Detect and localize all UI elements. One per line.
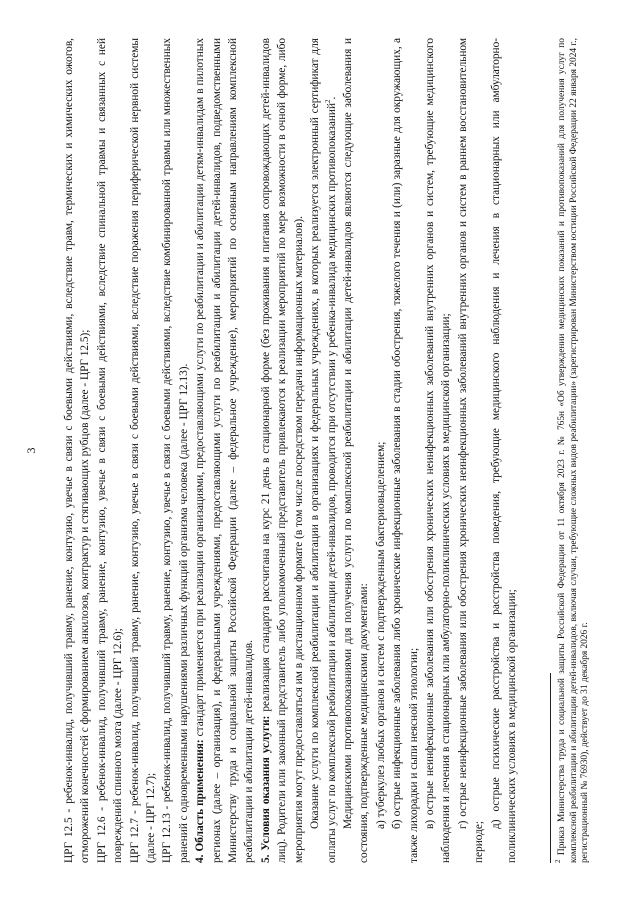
paragraph-contraindications-intro: Медицинскими противопоказаниями для получения услуги по комплексной реабилитации и абилитации детей-инвалидов являются следующие заболевания и состояния, подтвержденные медицинскими документами: xyxy=(341,38,371,863)
section-5-text: реализация стандарта рассчитана на курс 21 день в стационарной форме (без проживания и питания сопровождающих детей-инвалидов лиц). Родители или законный представитель либо уполномоченный представитель привлекаются к реализации мероприятий по мере возможности в очной форме, либо мероприятия могут предоставляться им в дистанционном формате (в том числе посредством передачи информационных материалов). xyxy=(259,38,305,863)
section-4-application-scope xyxy=(192,38,258,863)
contraindication-item-d: д) острые психические расстройства и расстройства поведения, требующие медицинского наблюдения и лечения в стационарных или амбулаторно-поликлинических условиях в медицинской организации; xyxy=(489,38,518,863)
section-5-service-conditions xyxy=(258,38,307,863)
footnote-reference[interactable]: 2 xyxy=(323,99,332,103)
paragraph-crg-12-7: ЦРГ 12.7 - ребенок-инвалид, получивший травму, ранение, контузию, увечье в связи с боевыми действиями, вследствие поражения периферической нервной системы (далее - ЦРГ 12.7); xyxy=(128,38,158,863)
service-provision-text: Оказание услуги по комплексной реабилитации и абилитации в организациях и федеральных учреждениях, в которых реализуется электронный сертификат для оплаты услуг по комплексной реабилитации и абилитации детей-инвалидов, проводится при отсутствии у ребенка-инвалида медицинских противопоказаний xyxy=(309,38,338,863)
footnote-divider xyxy=(550,673,551,863)
footnote-marker: 2 xyxy=(554,859,563,863)
contraindication-item-g: г) острые неинфекционные заболевания или обострения хронических неинфекционных заболеваний внутренних органов и систем в раннем восстановительном периоде; xyxy=(456,38,486,863)
contraindication-item-v: в) острые неинфекционные заболевания или обострения хронических неинфекционных заболеваний внутренних органов и систем, требующие медицинского наблюдения и лечения в стационарных или амбулаторно-поликлинических условиях в медицинской организации; xyxy=(423,38,453,863)
section-4-text: стандарт применяется при реализации организациями, предоставляющими услуги по реабилитации и абилитации детям-инвалидам в пилотных регионах (далее – организация), и федеральными учреждениями, предоставляющими услуги по реабилитации и абилитации детей-инвалидов, подведомственными Министерству труда и социальной защиты Российской Федерации (далее – федеральное учреждение), мероприятий по основным направлениям комплексной реабилитации и абилитации детей-инвалидов. xyxy=(194,38,256,863)
section-4-heading: 4. Область применения: xyxy=(194,739,207,863)
contraindication-item-b: б) острые инфекционные заболевания либо хронические инфекционные заболевания в стадии обострения, тяжелого течения и (или) заразные для окружающих, а также лихорадки и сыпи неясной этиологии; xyxy=(391,38,420,863)
footnote-text: Приказ Министерства труда и социальной защиты Российской Федерации от 11 октября 2023 г. № 765н «Об утверждении медицинских показаний и противопоказаний для получения услуг по комплексной реабилитации и абилитации детей-инвалидов, включая случаи, требующие сложных видов реабилитации» (зарегистрирован Министерством юстиции Российской Федерации 22 января 2024 г., регистрационный № 76930), действует до 31 декабря 2026 г. xyxy=(557,38,590,863)
paragraph-service-provision xyxy=(307,38,340,863)
service-provision-tail: . xyxy=(325,96,338,100)
paragraph-crg-12-6: ЦРГ 12.6 - ребенок-инвалид, получивший травму, ранение, контузию, увечье в связи с боевыми действиями, вследствие спинальной травмы и связанных с ней повреждений спинного мозга (далее - ЦРГ 12.6); xyxy=(95,38,125,863)
footnote xyxy=(554,38,591,863)
section-5-heading: 5. Условия оказания услуги: xyxy=(259,715,272,863)
page-number: 3 xyxy=(24,447,38,454)
paragraph-crg-12-13: ЦРГ 12.13 - ребенок-инвалид, получивший травму, ранение, контузию, увечье в связи с боевыми действиями, вследствие комбинированной травмы или множественных ранений с одновременными нарушениями различных функций организма человека (далее - ЦРГ 12.13). xyxy=(161,38,190,863)
paragraph-crg-12-5: ЦРГ 12.5 - ребенок-инвалид, получивший травму, ранение, контузию, увечье в связи с боевыми действиями, вследствие травм, термических и химических ожогов, отморожений конечностей с формированием анкилозов, контрактур и стягивающих рубцов (далее - ЦРГ 12.5); xyxy=(63,38,92,863)
contraindication-item-a: а) туберкулез любых органов и систем с подтвержденным бактериовыделением; xyxy=(374,441,387,829)
